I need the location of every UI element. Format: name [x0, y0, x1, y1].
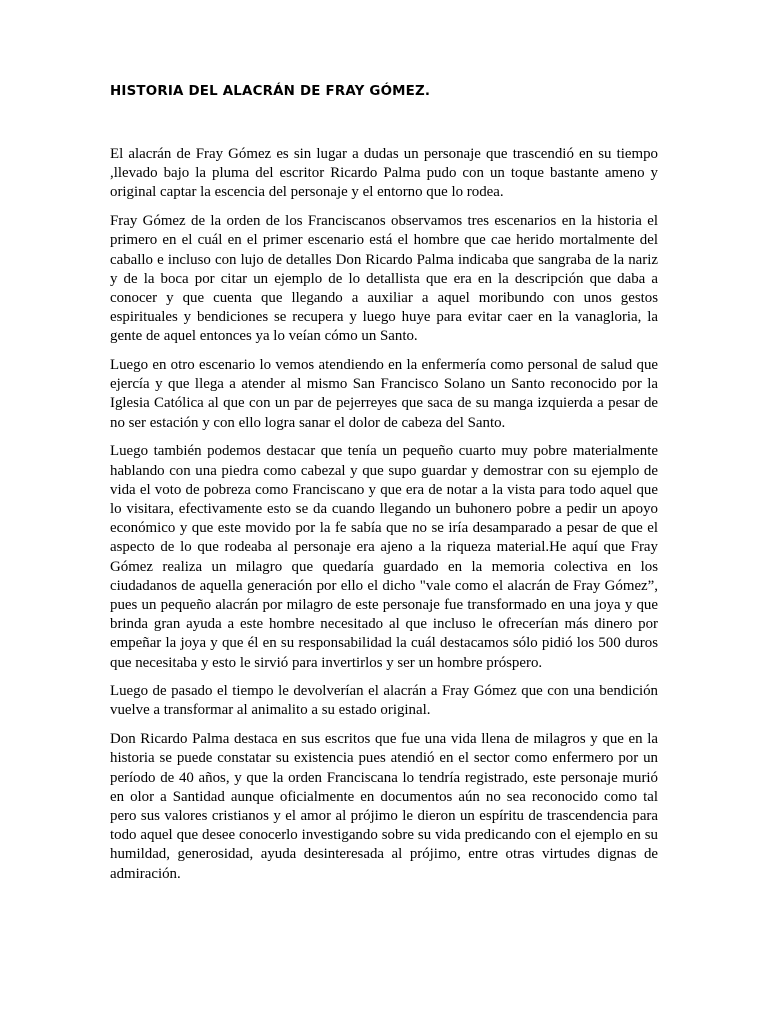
document-body: [110, 145, 658, 893]
paragraph: Luego de pasado el tiempo le devolverían el alacrán a Fray Gómez que con una bendición vuelve a transformar al animalito a su estado original.: [110, 683, 658, 719]
paragraph: Luego en otro escenario lo vemos atendiendo en la enfermería como personal de salud que ejercía y que llega a atender al mismo San Francisco Solano un Santo reconocido por la Iglesia Católica al que con un par de pejerreyes que saca de su manga izquierda a pesar de no ser estación y con ello logra sanar el dolor de cabeza del Santo.: [110, 357, 658, 431]
paragraph: Luego también podemos destacar que tenía un pequeño cuarto muy pobre materialmente hablando con una piedra como cabezal y que supo guardar y demostrar con su ejemplo de vida el voto de pobreza como Franciscano y que era de notar a la vista para todo aquel que lo visitara, efectivamente esto se da cuando llegando un buhonero pobre a pedir un apoyo económico y que este movido por la fe sabía que no se iría desamparado a pesar de que el aspecto de lo que rodeaba al personaje era ajeno a la riqueza material.He aquí que Fray Gómez realiza un milagro que quedaría guardado en la memoria colectiva en los ciudadanos de aquella generación por ello el dicho "vale como el alacrán de Fray Gómez”, pues un pequeño alacrán por milagro de este personaje fue transformado en una joya y que brinda gran ayuda a este hombre necesitado al que incluso le ofrecerían más dinero por empeñar la joya y que él en su responsabilidad la cuál destacamos sólo pidió los 500 duros que necesitaba y esto le sirvió para invertirlos y ser un hombre próspero.: [110, 443, 658, 671]
paragraph: El alacrán de Fray Gómez es sin lugar a dudas un personaje que trascendió en su tiempo ,llevado bajo la pluma del escritor Ricardo Palma pudo con un toque bastante ameno y original captar la escencia del personaje y el entorno que lo rodea.: [110, 146, 658, 201]
document-title: HISTORIA DEL ALACRÁN DE FRAY GÓMEZ.: [110, 84, 431, 99]
paragraph: Don Ricardo Palma destaca en sus escritos que fue una vida llena de milagros y que en la historia se puede constatar su existencia pues atendió en el sector como enfermero por un período de 40 años, y que la orden Franciscana lo tendría registrado, este personaje murió en olor a Santidad aunque oficialmente en documentos aún no sea reconocido como tal pero sus valores cristianos y el amor al prójimo le dieron un espíritu de trascendencia para todo aquel que desee conocerlo investigando sobre su vida predicando con el ejemplo en su humildad, generosidad, ayuda desinteresada al prójimo, entre otras virtudes dignas de admiración.: [110, 731, 658, 882]
paragraph: Fray Gómez de la orden de los Franciscanos observamos tres escenarios en la historia el primero en el cuál en el primer escenario está el hombre que cae herido mortalmente del caballo e incluso con lujo de detalles Don Ricardo Palma indicaba que sangraba de la nariz y de la boca por citar un ejemplo de lo detallista que era en la descripción que daba a conocer y que cuenta que llegando a auxiliar a aquel moribundo con unos gestos espirituales y bendiciones se recupera y luego huye para evitar caer en la vanagloria, la gente de aquel entonces ya lo veían cómo un Santo.: [110, 213, 658, 345]
